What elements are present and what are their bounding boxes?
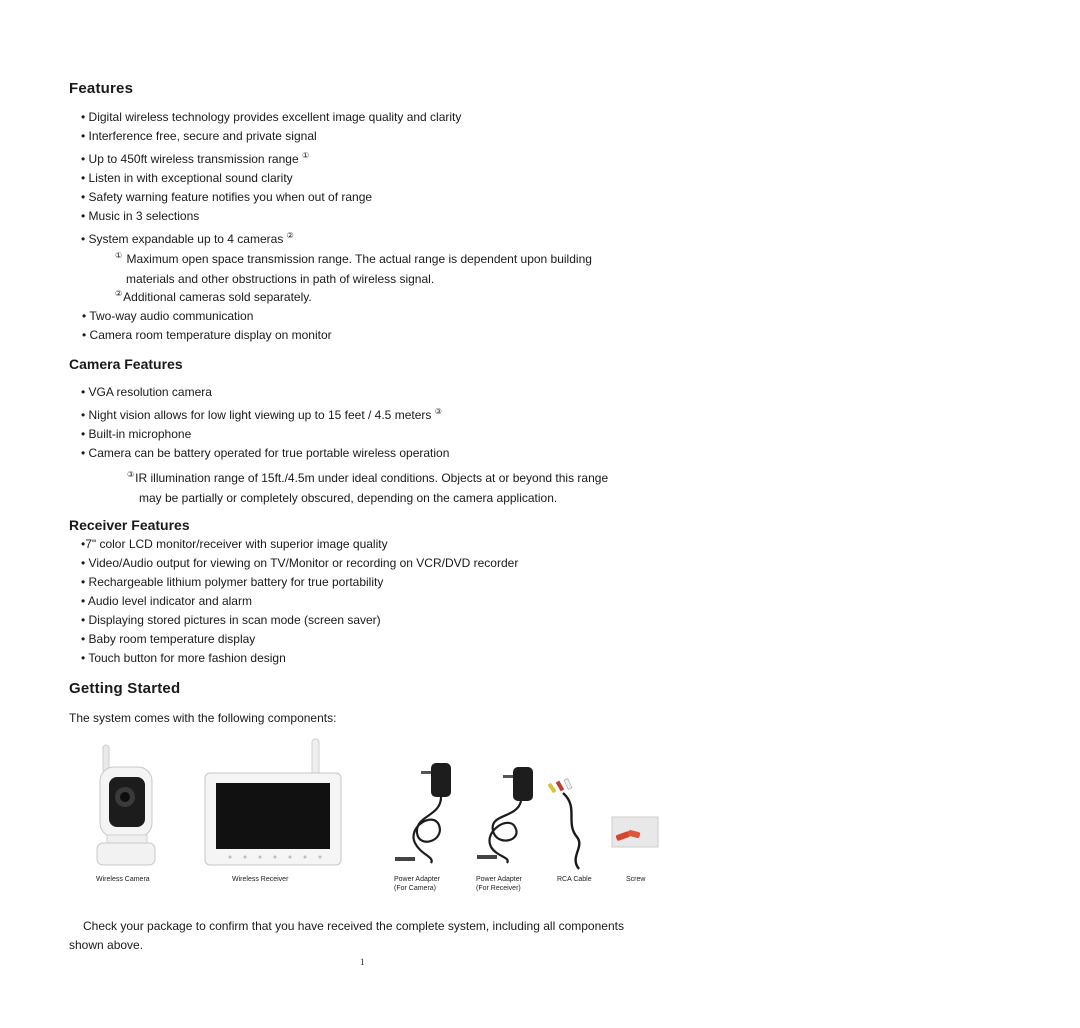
wireless-camera-image bbox=[97, 745, 155, 865]
features-heading: Features bbox=[69, 80, 134, 97]
feature-item: • Up to 450ft wireless transmission range ① bbox=[81, 151, 310, 166]
feature-item: • Listen in with exceptional sound clarity bbox=[81, 171, 293, 185]
power-adapter-camera-image bbox=[395, 763, 451, 863]
caption-power-adapter-camera: Power Adapter (For Camera) bbox=[394, 876, 440, 892]
footnote-2: ②Additional cameras sold separately. bbox=[115, 289, 312, 304]
caption-wireless-receiver: Wireless Receiver bbox=[232, 876, 289, 883]
check-package-text: Check your package to confirm that you have received the complete system, including all components bbox=[83, 919, 624, 933]
feature-item: • Digital wireless technology provides excellent image quality and clarity bbox=[81, 110, 462, 124]
receiver-feature-item: •7" color LCD monitor/receiver with superior image quality bbox=[81, 537, 388, 551]
footnote-marker: ① bbox=[301, 151, 310, 160]
page-number: 1 bbox=[360, 957, 365, 967]
features-list bbox=[81, 108, 461, 249]
screw-bag-image bbox=[612, 817, 658, 847]
receiver-features-list bbox=[81, 535, 518, 668]
footnote-3: ③IR illumination range of 15ft./4.5m under ideal conditions. Objects at or beyond this range bbox=[127, 470, 609, 485]
check-package-text-cont: shown above. bbox=[69, 938, 144, 952]
footnote-marker: ② bbox=[286, 231, 294, 240]
getting-started-intro: The system comes with the following components: bbox=[69, 711, 337, 725]
caption-wireless-camera: Wireless Camera bbox=[96, 876, 150, 883]
receiver-feature-item: • Baby room temperature display bbox=[81, 632, 256, 646]
receiver-feature-item: • Video/Audio output for viewing on TV/Monitor or recording on VCR/DVD recorder bbox=[81, 556, 519, 570]
getting-started-heading: Getting Started bbox=[69, 680, 181, 697]
receiver-features-heading: Receiver Features bbox=[69, 517, 190, 533]
feature-item: • Camera room temperature display on monitor bbox=[82, 328, 332, 342]
camera-feature-item: • Night vision allows for low light viewing up to 15 feet / 4.5 meters ③ bbox=[81, 407, 442, 422]
power-adapter-receiver-image bbox=[477, 767, 533, 863]
caption-rca-cable: RCA Cable bbox=[557, 876, 592, 883]
footnote-1-cont: materials and other obstructions in path of wireless signal. bbox=[126, 272, 435, 286]
receiver-feature-item: • Displaying stored pictures in scan mode (screen saver) bbox=[81, 613, 381, 627]
feature-item: • Safety warning feature notifies you when out of range bbox=[81, 190, 373, 204]
footnote-1: ① Maximum open space transmission range. The actual range is dependent upon building bbox=[115, 251, 592, 266]
footnote-marker: ③ bbox=[434, 407, 442, 416]
footnote-3-cont: may be partially or completely obscured, depending on the camera application. bbox=[139, 491, 558, 505]
camera-features-list bbox=[81, 383, 449, 463]
camera-feature-item: • Built-in microphone bbox=[81, 427, 192, 441]
feature-item: • Music in 3 selections bbox=[81, 209, 200, 223]
receiver-feature-item: • Touch button for more fashion design bbox=[81, 651, 286, 665]
feature-item: • System expandable up to 4 cameras ② bbox=[81, 231, 294, 246]
feature-item: • Interference free, secure and private signal bbox=[81, 129, 317, 143]
caption-power-adapter-receiver: Power Adapter (For Receiver) bbox=[476, 876, 522, 892]
camera-feature-item: • VGA resolution camera bbox=[81, 385, 212, 399]
components-figure bbox=[85, 737, 675, 877]
feature-item: • Two-way audio communication bbox=[82, 309, 254, 323]
caption-screw: Screw bbox=[626, 876, 646, 883]
wireless-receiver-image bbox=[205, 739, 341, 865]
camera-features-heading: Camera Features bbox=[69, 356, 183, 372]
rca-cable-image bbox=[547, 779, 579, 869]
receiver-feature-item: • Audio level indicator and alarm bbox=[81, 594, 252, 608]
camera-feature-item: • Camera can be battery operated for true portable wireless operation bbox=[81, 446, 450, 460]
receiver-feature-item: • Rechargeable lithium polymer battery for true portability bbox=[81, 575, 384, 589]
features-extra-list bbox=[82, 307, 332, 345]
